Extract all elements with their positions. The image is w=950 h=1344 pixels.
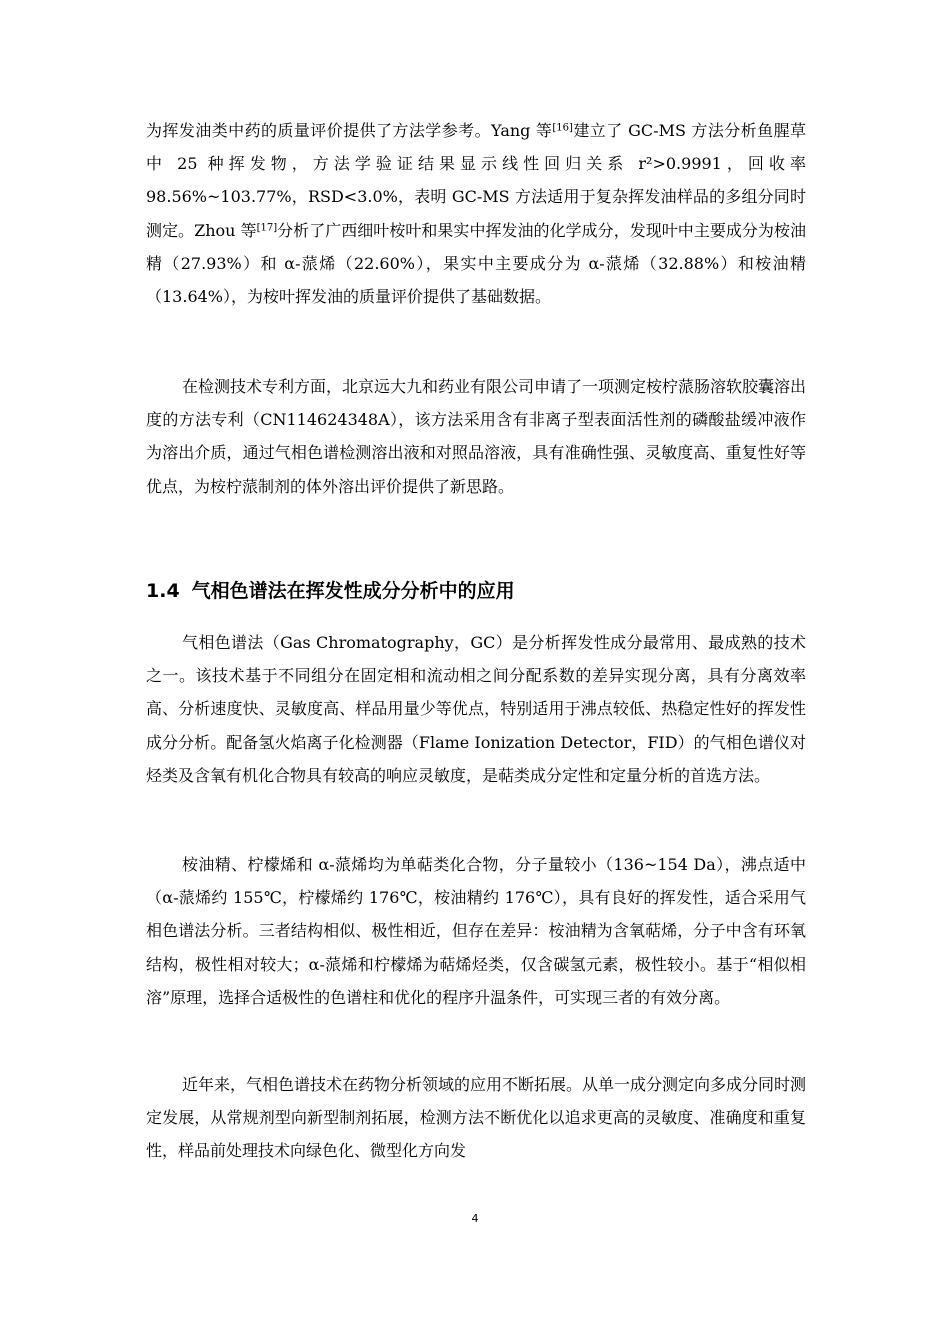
section-heading xyxy=(146,574,806,608)
paragraph-1 xyxy=(146,114,806,313)
section-title: 气相色谱法在挥发性成分分析中的应用 xyxy=(191,580,515,602)
section-number: 1.4 xyxy=(146,580,180,602)
paragraph-2: 在检测技术专利方面，北京远大九和药业有限公司申请了一项测定桉柠蒎肠溶软胶囊溶出度的方法专利（CN114624348A），该方法采用含有非离子型表面活性剂的磷酸盐缓冲液作为溶出介质，通过气相色谱检测溶出液和对照品溶液，具有准确性强、灵敏度高、重复性好等优点，为桉柠蒎制剂的体外溶出评价提供了新思路。 xyxy=(146,377,807,496)
paragraph-5: 近年来，气相色谱技术在药物分析领域的应用不断拓展。从单一成分测定向多成分同时测定发展，从常规剂型向新型制剂拓展，检测方法不断优化以追求更高的灵敏度、准确度和重复性，样品前处理技术向绿色化、微型化方向发 xyxy=(146,1075,807,1161)
citation-17: [17] xyxy=(256,222,278,234)
paragraph-4: 桉油精、柠檬烯和 α-蒎烯均为单萜类化合物，分子量较小（136~154 Da），沸点适中（α-蒎烯约 155℃，柠檬烯约 176℃，桉油精约 176℃），具有良好的挥发性，适合采用气相色谱法分析。三者结构相似、极性相近，但存在差异：桉油精为含氧萜烯，分子中含有环氧结构，极性相对较大；α-蒎烯和柠檬烯为萜烯烃类，仅含碳氢元素，极性较小。基于“相似相溶”原理，选择合适极性的色谱柱和优化的程序升温条件，可实现三者的有效分离。 xyxy=(146,855,806,1007)
page-number: 4 xyxy=(471,1212,479,1225)
paragraph-1-text-c: 分析了广西细叶桉叶和果实中挥发油的化学成分，发现叶中主要成分为桉油精（27.93%）和 α-蒎烯（22.60%），果实中主要成分为 α-蒎烯（32.88%）和桉油精（13.64%），为桉叶挥发油的质量评价提供了基础数据。 xyxy=(146,220,806,307)
paragraph-3: 气相色谱法（Gas Chromatography，GC）是分析挥发性成分最常用、最成熟的技术之一。该技术基于不同组分在固定相和流动相之间分配系数的差异实现分离，具有分离效率高、分析速度快、灵敏度高、样品用量少等优点，特别适用于沸点较低、热稳定性好的挥发性成分分析。配备氢火焰离子化检测器（Flame Ionization Detector，FID）的气相色谱仪对烃类及含氧有机化合物具有较高的响应灵敏度，是萜类成分定性和定量分析的首选方法。 xyxy=(146,633,806,785)
paragraph-1-text-b: 建立了 GC-MS 方法分析鱼腥草中 25 种挥发物，方法学验证结果显示线性回归关系 r²>0.9991，回收率 98.56%~103.77%，RSD<3.0%，表明 GC-MS 方法适用于复杂挥发油样品的多组分同时测定。Zhou 等 xyxy=(146,121,807,240)
citation-16: [16] xyxy=(552,122,573,134)
paragraph-1-text-a: 为挥发油类中药的质量评价提供了方法学参考。Yang 等 xyxy=(146,121,553,140)
